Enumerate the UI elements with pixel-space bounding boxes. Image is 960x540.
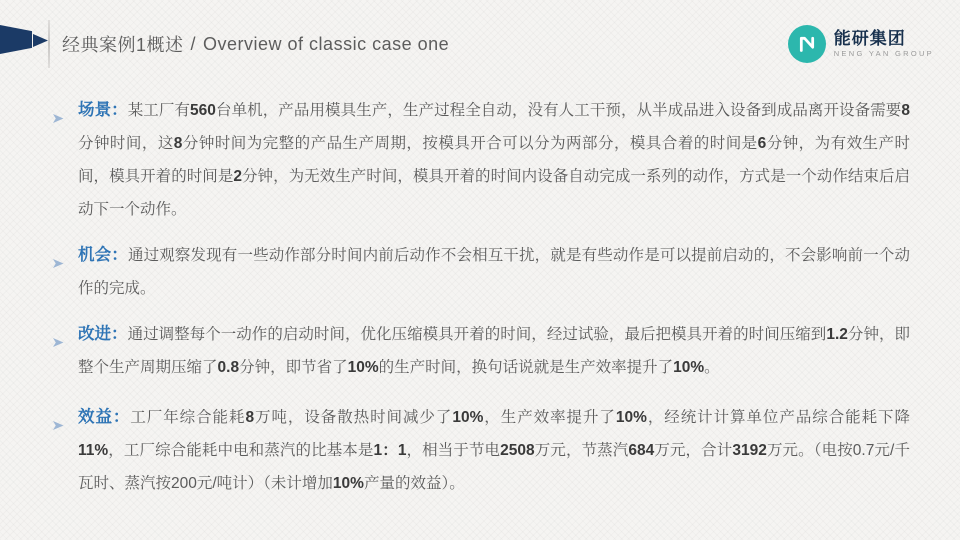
bullet-label: 场景： xyxy=(78,101,128,119)
bold-number: 10% xyxy=(332,475,364,492)
body-text: 的生产时间，换句话说就是生产效率提升了 xyxy=(378,359,674,376)
slide-header xyxy=(0,0,960,88)
logo-n-icon xyxy=(788,25,826,63)
body-text: 分钟，为有效生产时间，模具开着的时间是 xyxy=(78,135,910,185)
body-text: 万吨，设备散热时间减少了 xyxy=(254,409,453,426)
bold-number: 560 xyxy=(190,102,216,119)
body-text: ，生产效率提升了 xyxy=(483,409,616,426)
body-text: ，相当于节电 xyxy=(406,442,501,459)
bold-number: 8 xyxy=(901,102,910,119)
bullet-item xyxy=(52,94,910,226)
arrow-bullet-icon xyxy=(52,411,65,424)
body-text: 分钟，即整个生产周期压缩了 xyxy=(78,326,910,376)
logo-name-en: NENG YAN GROUP xyxy=(833,49,934,59)
bold-number: 2508 xyxy=(500,442,535,459)
bold-number: 10% xyxy=(673,359,705,376)
body-text: 分钟时间为完整的产品生产周期，按模具开合可以分为两部分，模具合着的时间是 xyxy=(182,135,758,152)
title-zh: 经典案例1概述 xyxy=(62,35,184,55)
bold-number: 10% xyxy=(347,359,379,376)
bold-number: 10% xyxy=(615,409,647,426)
bold-number: 6 xyxy=(757,135,767,152)
bullet-label: 改进： xyxy=(78,325,128,343)
page-title xyxy=(62,0,449,88)
body-text: 通过调整每个一动作的启动时间，优化压缩模具开着的时间，经过试验，最后把模具开着的时间压缩到 xyxy=(127,326,827,343)
bold-number: 3192 xyxy=(732,442,767,459)
body-text: 万元，合计 xyxy=(654,442,733,459)
bold-number: 8 xyxy=(173,135,183,152)
title-en: Overview of classic case one xyxy=(203,33,450,54)
body-text: 分钟，即节省了 xyxy=(239,359,348,376)
arrow-bullet-icon xyxy=(52,249,65,262)
bold-number: 8 xyxy=(245,409,255,426)
flag-decoration-icon xyxy=(0,20,52,72)
body-text: 通过观察发现有一些动作部分时间内前后动作不会相互干扰，就是有些动作是可以提前启动的，不会影响前一个动作的完成。 xyxy=(78,247,910,297)
bold-number: 2 xyxy=(233,168,242,185)
body-text: 万元，节蒸汽 xyxy=(534,442,629,459)
bold-number: 684 xyxy=(628,442,655,459)
flag-pole-line xyxy=(48,20,50,68)
bullet-item xyxy=(52,318,910,384)
bold-number: 1：1 xyxy=(373,442,407,459)
body-text: ，工厂综合能耗中电和蒸汽的比基本是 xyxy=(108,442,374,459)
bullet-item xyxy=(52,239,910,305)
flag-banner-shape xyxy=(0,25,32,54)
bold-number: 11% xyxy=(78,442,109,459)
arrow-bullet-icon xyxy=(52,104,65,117)
bold-number: 1.2 xyxy=(826,326,848,343)
body-text: 分钟时间，这 xyxy=(78,135,174,152)
body-text: 。 xyxy=(704,359,720,376)
flag-arrow-tip xyxy=(33,34,48,47)
logo-name-zh: 能研集团 xyxy=(833,29,906,49)
body-text: ，经统计计算单位产品综合能耗下降 xyxy=(646,409,910,426)
body-text: 工厂年综合能耗 xyxy=(130,409,246,426)
bullet-label: 机会： xyxy=(78,246,128,264)
bullet-label: 效益： xyxy=(78,408,131,426)
slide-body xyxy=(52,94,910,513)
bold-number: 0.8 xyxy=(217,359,240,376)
logo-text xyxy=(834,30,934,58)
arrow-bullet-icon xyxy=(52,328,65,341)
bullet-item xyxy=(52,401,910,500)
body-text: 万元。（电按0.7元/千瓦时、蒸汽按200元/吨计）（未计增加 xyxy=(78,442,910,492)
body-text: 台单机，产品用模具生产，生产过程全自动，没有人工干预，从半成品进入设备到成品离开设备需要 xyxy=(215,102,902,119)
title-separator: / xyxy=(190,33,197,54)
body-text: 某工厂有 xyxy=(127,102,191,119)
body-text: 分钟，为无效生产时间，模具开着的时间内设备自动完成一系列的动作，方式是一个动作结束后启动下一个动作。 xyxy=(78,168,910,218)
company-logo xyxy=(788,25,934,63)
body-text: 产量的效益）。 xyxy=(363,475,465,492)
bold-number: 10% xyxy=(452,409,484,426)
